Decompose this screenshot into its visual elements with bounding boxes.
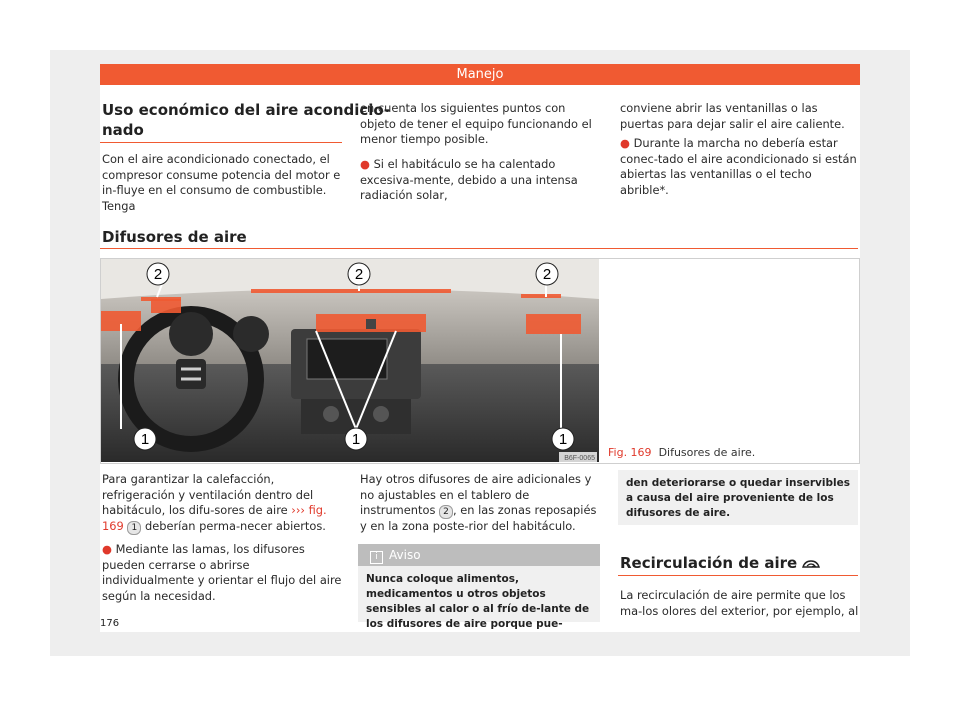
section-title-recirculation: Recirculación de aire bbox=[620, 553, 820, 573]
svg-text:2: 2 bbox=[153, 266, 163, 283]
paragraph-intro: Con el aire acondicionado conectado, el compresor consume potencia del motor e in-fluye en el consumo de combustible. Tenga bbox=[102, 152, 341, 213]
callout-1-center bbox=[345, 428, 367, 450]
callout-1-left bbox=[134, 428, 156, 450]
section-rule bbox=[100, 142, 342, 143]
svg-text:1: 1 bbox=[351, 431, 361, 448]
callout-2-left bbox=[147, 263, 169, 285]
section-rule bbox=[100, 248, 858, 249]
paragraph-diffusers: Para garantizar la calefacción, refrigeración y ventilación dentro del habitáculo, los difu-sores de aire ››› fig. 169 1 deberían perma-necer abiertos. bbox=[102, 472, 327, 533]
bullet-dot: ● bbox=[620, 136, 630, 150]
callout-2-right bbox=[536, 263, 558, 285]
svg-text:1: 1 bbox=[140, 431, 150, 448]
paragraph-col3: conviene abrir las ventanillas o las puertas para dejar salir el aire caliente. bbox=[620, 101, 845, 131]
notice-text: Nunca coloque alimentos, medicamentos u otros objetos sensibles al calor o al frío de-lante de los difusores de aire porque pue- bbox=[366, 573, 590, 630]
section-rule bbox=[618, 575, 858, 576]
svg-text:2: 2 bbox=[542, 266, 552, 283]
air-diffuser-right bbox=[526, 314, 581, 334]
figure-link[interactable]: ››› fig. 169 bbox=[102, 503, 327, 533]
bullet-col2: ● Si el habitáculo se ha calentado excesiva-mente, debido a una intensa radiación solar, bbox=[360, 157, 578, 202]
notice-header: i Aviso bbox=[358, 544, 600, 566]
notice-box bbox=[358, 544, 600, 630]
paragraph-col2: en cuenta los siguientes puntos con objeto de tener el equipo funcionando el menor tiempo posible. bbox=[360, 101, 592, 146]
air-vent-dash-center bbox=[251, 289, 451, 293]
notice-box-continued bbox=[618, 470, 858, 525]
air-vent-dash-right bbox=[521, 294, 561, 298]
page-number: 176 bbox=[100, 618, 120, 629]
infotainment-screen bbox=[307, 339, 387, 379]
chapter-header: Manejo bbox=[100, 64, 860, 85]
svg-text:2: 2 bbox=[354, 266, 364, 283]
figure-caption: Fig. 169 Difusores de aire. bbox=[608, 446, 756, 459]
dashboard-figure bbox=[101, 259, 599, 462]
bullet-dot: ● bbox=[102, 542, 112, 556]
bullet-louvres: ● Mediante las lamas, los difusores pueden cerrarse o abrirse individualmente y orientar el flujo del aire según la necesidad. bbox=[102, 542, 342, 603]
air-diffuser-left-top bbox=[151, 299, 181, 313]
bullet-col3: ● Durante la marcha no debería estar conec-tado el aire acondicionado si están abiertas las ventanillas o el techo abrible*. bbox=[620, 136, 857, 197]
info-icon: i bbox=[370, 551, 383, 564]
air-vent-dash-left bbox=[141, 297, 181, 301]
section-title-diffusers: Difusores de aire bbox=[102, 228, 247, 246]
figure-code: B6F-0065 bbox=[564, 455, 595, 462]
section-title-economy: Uso económico del aire acondicio- nado bbox=[102, 101, 390, 139]
bullet-dot: ● bbox=[360, 157, 370, 171]
svg-text:1: 1 bbox=[558, 431, 568, 448]
callout-1-right bbox=[552, 428, 574, 450]
paragraph-recirculation: La recirculación de aire permite que los ma-los olores del exterior, por ejemplo, al bbox=[620, 588, 859, 618]
callout-2-center bbox=[348, 263, 370, 285]
paragraph-additional-diffusers: Hay otros difusores de aire adicionales y no ajustables en el tablero de instrumentos 2 , en las zonas reposapiés y en la zona poste-rior del habitáculo. bbox=[360, 472, 597, 533]
notice-text-continued: den deteriorarse o quedar inservibles a causa del aire proveniente de los difusores de aire. bbox=[626, 477, 850, 519]
callout-ref-2: 2 bbox=[439, 505, 453, 519]
recirculation-icon bbox=[802, 558, 820, 570]
callout-ref-1: 1 bbox=[127, 521, 141, 535]
